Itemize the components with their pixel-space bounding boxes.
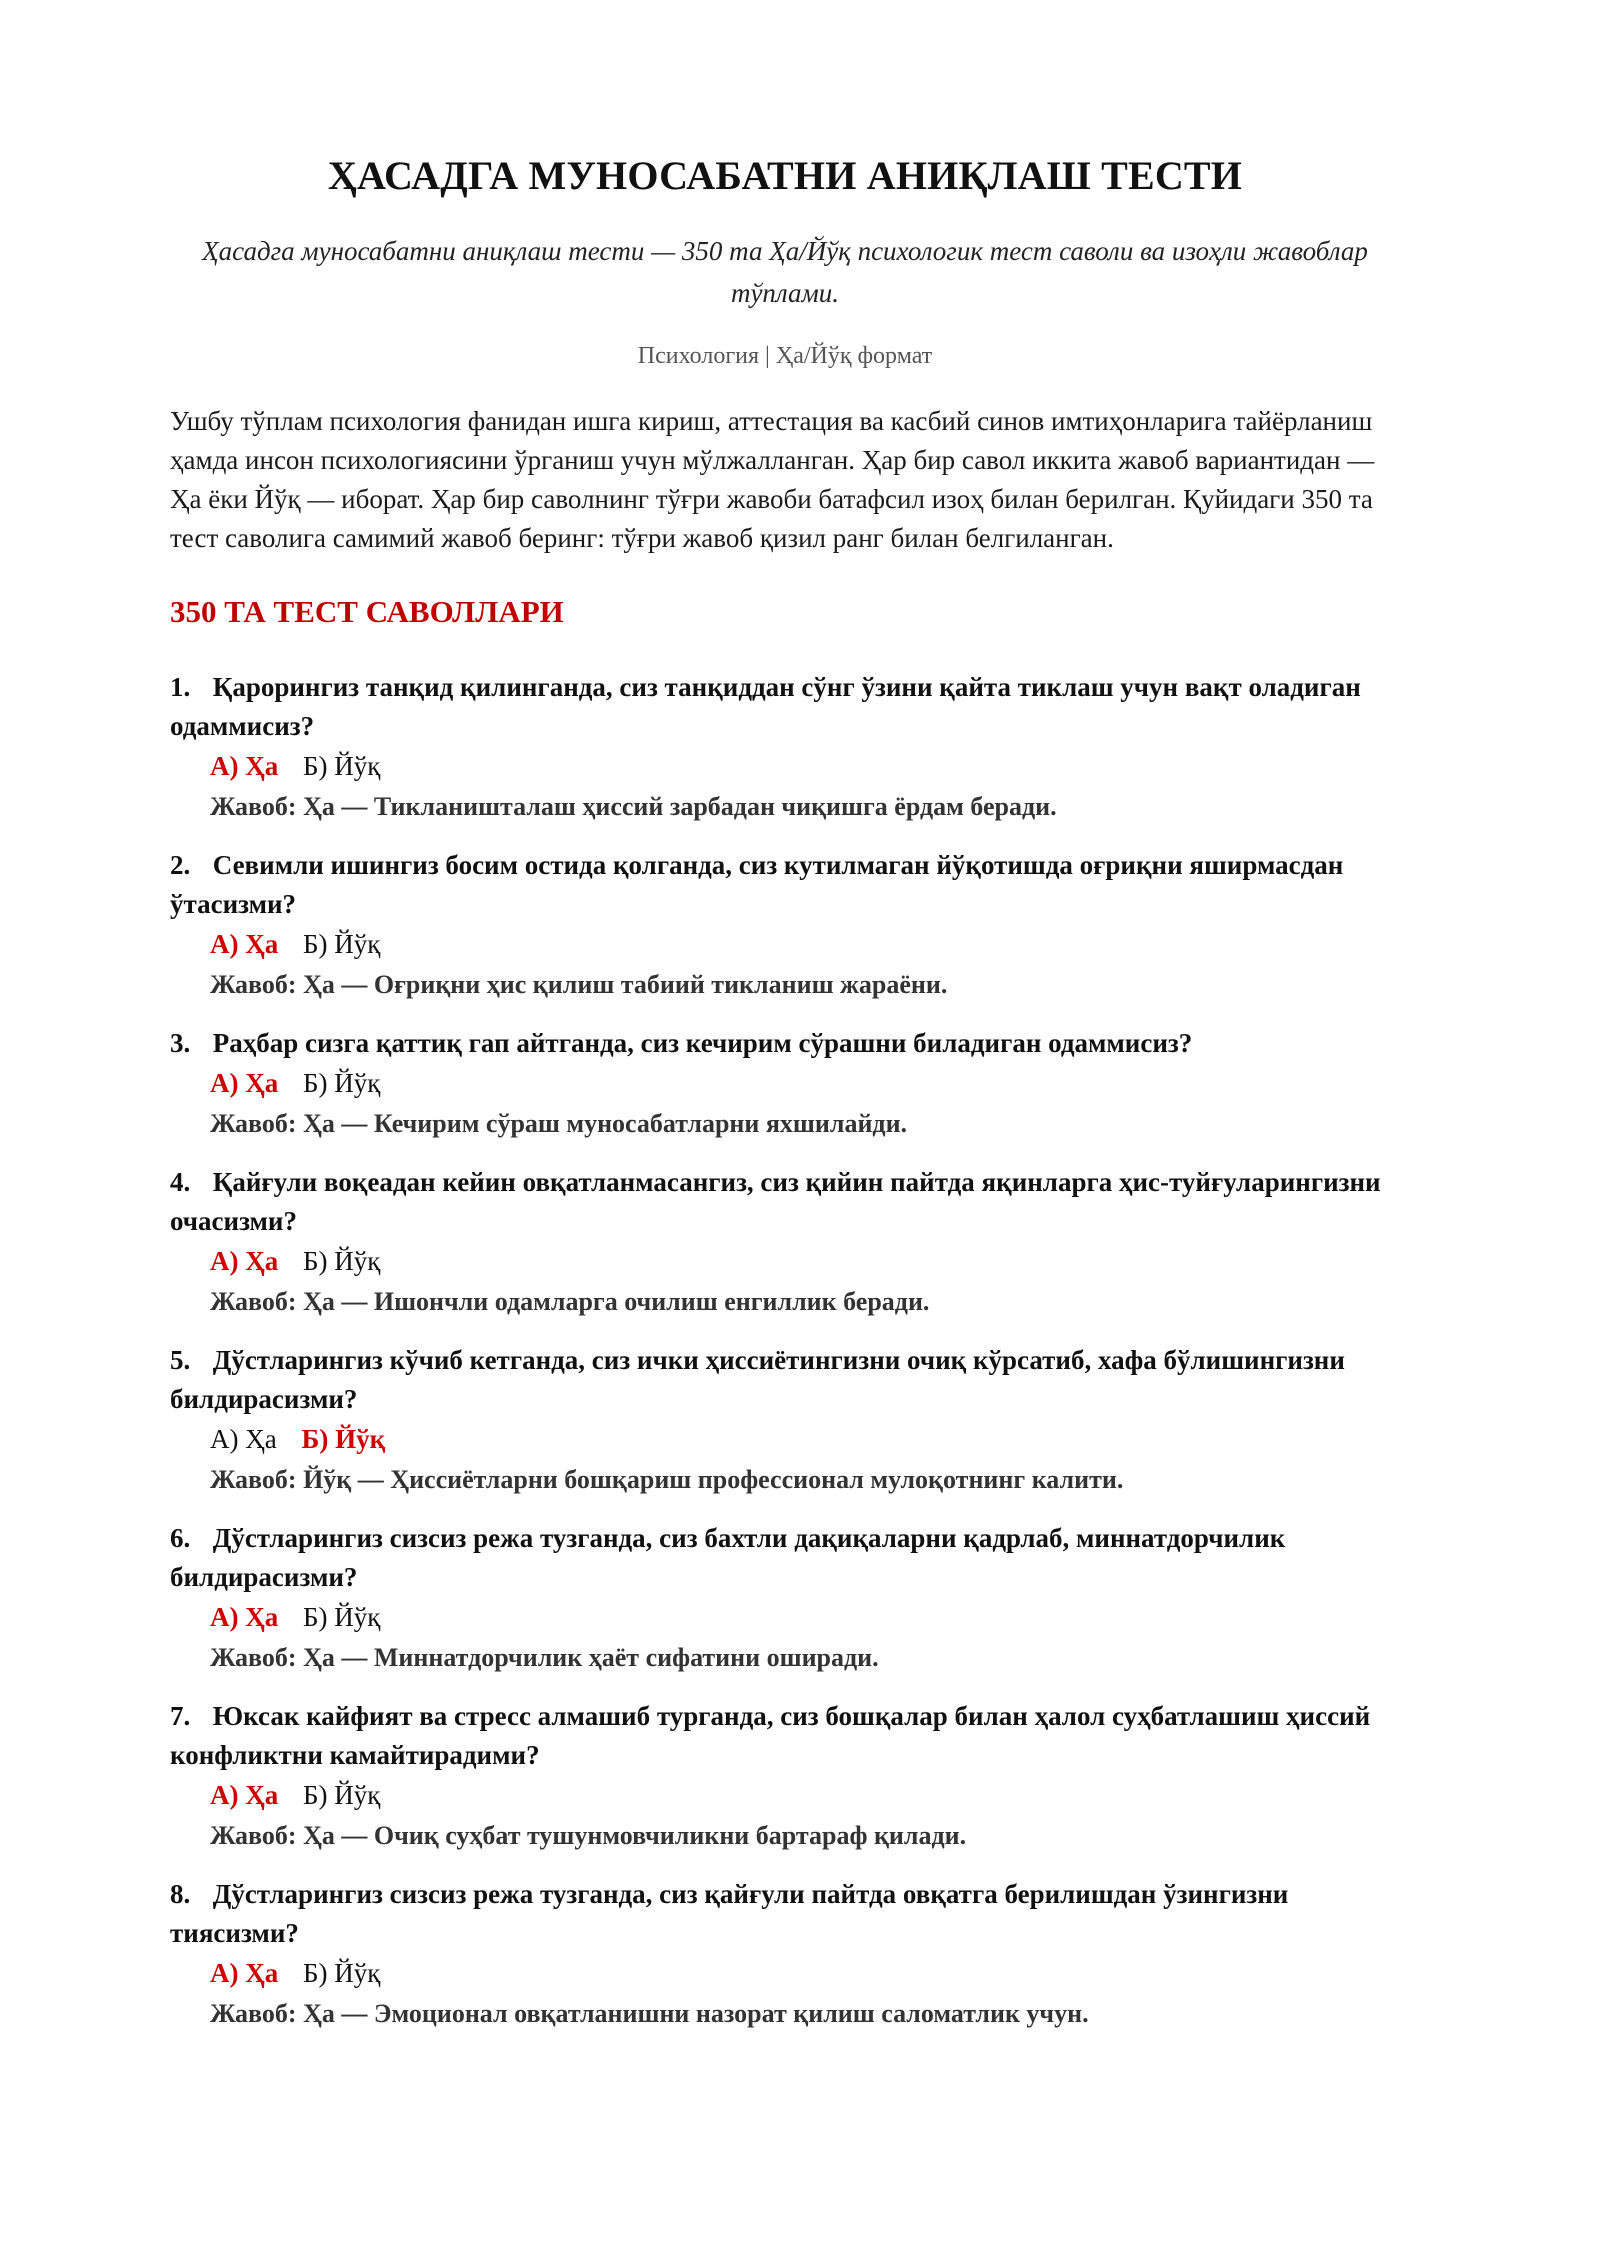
- options-row: [210, 1953, 1400, 1993]
- option-a: А) Ҳа: [210, 751, 279, 781]
- option-b: Б) Йўқ: [303, 1780, 381, 1810]
- options-row: [210, 746, 1400, 786]
- option-a: А) Ҳа: [210, 1246, 279, 1276]
- answer-explanation: Жавоб: Ҳа — Оғриқни ҳис қилиш табиий тикланиш жараёни.: [210, 970, 948, 999]
- option-a: А) Ҳа: [210, 1780, 279, 1810]
- question-text: Севимли ишингиз босим остида қолганда, сиз кутилмаган йўқотишда оғриқни яширмасдан ўтасизми?: [170, 850, 1344, 919]
- answer-explanation: Жавоб: Ҳа — Миннатдорчилик ҳаёт сифатини оширади.: [210, 1643, 879, 1672]
- question-text: Дўстларингиз сизсиз режа тузганда, сиз бахтли дақиқаларни қадрлаб, миннатдорчилик билдирасизми?: [170, 1523, 1286, 1592]
- question-text-row: [170, 668, 1400, 746]
- question-number: 3.: [170, 1028, 191, 1058]
- question-text: Дўстларингиз сизсиз режа тузганда, сиз қайғули пайтда овқатга берилишдан ўзингизни тиясизми?: [170, 1879, 1289, 1948]
- question-number: 8.: [170, 1879, 191, 1909]
- question-item: [170, 668, 1400, 828]
- options-row: [210, 1241, 1400, 1281]
- intro-paragraph: Ушбу тўплам психология фанидан ишга кириш, аттестация ва касбий синов имтиҳонларига тайёрланиш ҳамда инсон психологиясини ўрганиш учун мўлжалланган. Ҳар бир савол иккита жавоб вариантидан — Ҳа ёки Йўқ — иборат. Ҳар бир саволнинг тўғри жавоби батафсил изоҳ билан берилган. Қуйидаги 350 та тест саволига самимий жавоб беринг: тўғри жавоб қизил ранг билан белгиланган.: [170, 406, 1375, 553]
- document-page: [170, 150, 1400, 2053]
- question-number: 1.: [170, 672, 191, 702]
- question-number: 5.: [170, 1345, 191, 1375]
- question-number: 4.: [170, 1167, 191, 1197]
- options-row: [210, 1063, 1400, 1103]
- question-number: 2.: [170, 850, 191, 880]
- document-title: ҲАСАДГА МУНОСАБАТНИ АНИҚЛАШ ТЕСТИ: [327, 153, 1243, 198]
- option-a: А) Ҳа: [210, 1958, 279, 1988]
- question-text-row: [170, 1341, 1400, 1419]
- question-list: [170, 668, 1400, 2035]
- option-a: А) Ҳа: [210, 929, 279, 959]
- question-text-row: [170, 1519, 1400, 1597]
- option-a: А) Ҳа: [210, 1424, 277, 1454]
- answer-explanation: Жавоб: Ҳа — Ишончли одамларга очилиш енгиллик беради.: [210, 1287, 930, 1316]
- options-row: [210, 1597, 1400, 1637]
- question-text: Қарорингиз танқид қилинганда, сиз танқиддан сўнг ўзини қайта тиклаш учун вақт оладиган одаммисиз?: [170, 672, 1361, 741]
- question-item: [170, 1024, 1400, 1145]
- question-text: Қайғули воқеадан кейин овқатланмасангиз, сиз қийин пайтда яқинларга ҳис-туйғуларингизни очасизми?: [170, 1167, 1381, 1236]
- question-item: [170, 1341, 1400, 1501]
- question-text-row: [170, 1163, 1400, 1241]
- options-row: [210, 1775, 1400, 1815]
- question-item: [170, 1697, 1400, 1857]
- option-b: Б) Йўқ: [303, 1958, 381, 1988]
- question-number: 7.: [170, 1701, 191, 1731]
- section-heading: 350 ТА ТЕСТ САВОЛЛАРИ: [170, 594, 564, 629]
- question-item: [170, 1163, 1400, 1323]
- option-b: Б) Йўқ: [303, 1246, 381, 1276]
- option-b: Б) Йўқ: [301, 1424, 386, 1454]
- question-text: Дўстларингиз кўчиб кетганда, сиз ички ҳиссиётингизни очиқ кўрсатиб, хафа бўлишингизни билдирасизми?: [170, 1345, 1345, 1414]
- question-text-row: [170, 1875, 1400, 1953]
- options-row: [210, 924, 1400, 964]
- document-meta: Психология | Ҳа/Йўқ формат: [637, 343, 933, 369]
- question-item: [170, 1519, 1400, 1679]
- option-a: А) Ҳа: [210, 1602, 279, 1632]
- document-subtitle: Ҳасадга муносабатни аниқлаш тести — 350 та Ҳа/Йўқ психологик тест саволи ва изоҳли жавоблар тўплами.: [202, 236, 1368, 308]
- answer-explanation: Жавоб: Ҳа — Кечирим сўраш муносабатларни яхшилайди.: [210, 1109, 908, 1138]
- options-row: [210, 1419, 1400, 1459]
- question-item: [170, 1875, 1400, 2035]
- option-b: Б) Йўқ: [303, 1068, 381, 1098]
- question-item: [170, 846, 1400, 1006]
- answer-explanation: Жавоб: Ҳа — Эмоционал овқатланишни назорат қилиш саломатлик учун.: [210, 1999, 1089, 2028]
- answer-explanation: Жавоб: Йўқ — Ҳиссиётларни бошқариш профессионал мулоқотнинг калити.: [210, 1465, 1124, 1494]
- question-text: Раҳбар сизга қаттиқ гап айтганда, сиз кечирим сўрашни биладиган одаммисиз?: [212, 1028, 1193, 1058]
- answer-explanation: Жавоб: Ҳа — Тикланишталаш ҳиссий зарбадан чиқишга ёрдам беради.: [210, 792, 1057, 821]
- question-text-row: [170, 1024, 1400, 1063]
- question-text-row: [170, 846, 1400, 924]
- answer-explanation: Жавоб: Ҳа — Очиқ суҳбат тушунмовчиликни бартараф қилади.: [210, 1821, 967, 1850]
- option-b: Б) Йўқ: [303, 929, 381, 959]
- option-a: А) Ҳа: [210, 1068, 279, 1098]
- question-text: Юксак кайфият ва стресс алмашиб турганда, сиз бошқалар билан ҳалол суҳбатлашиш ҳиссий конфликтни камайтирадими?: [170, 1701, 1371, 1770]
- option-b: Б) Йўқ: [303, 751, 381, 781]
- question-text-row: [170, 1697, 1400, 1775]
- question-number: 6.: [170, 1523, 191, 1553]
- option-b: Б) Йўқ: [303, 1602, 381, 1632]
